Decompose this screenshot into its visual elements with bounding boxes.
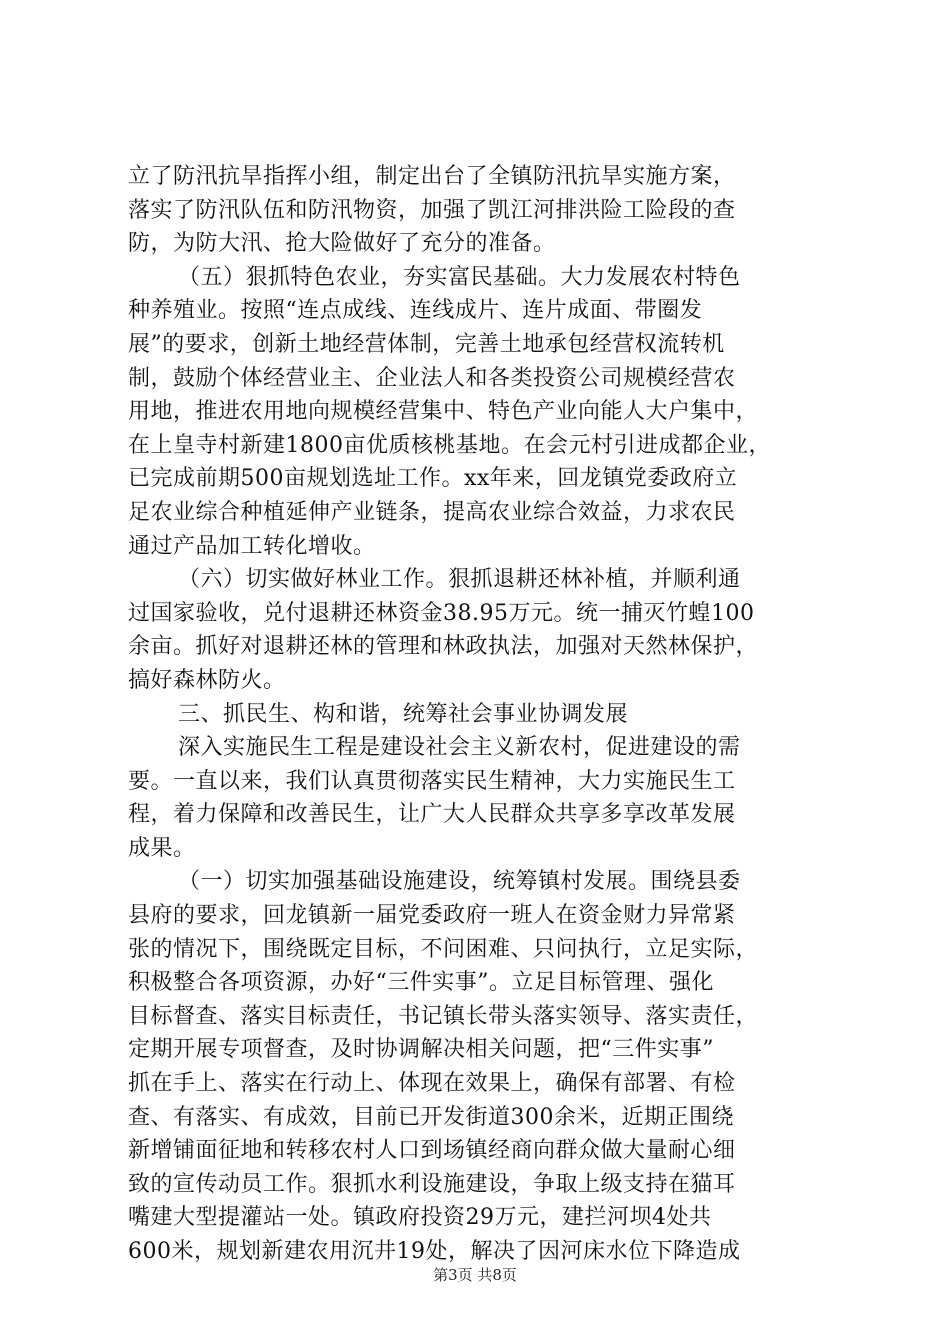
text-line: 防，为防大汛、抢大险做好了充分的准备。 bbox=[128, 231, 556, 257]
text-line: 深入实施民生工程是建设社会主义新农村，促进建设的需 bbox=[178, 735, 741, 761]
text-line: 积极整合各项资源，办好“三件实事”。立足目标管理、强化 bbox=[128, 970, 714, 996]
text-line: 目标督查、落实目标责任，书记镇长带头落实领导、落实责任， bbox=[128, 1003, 759, 1029]
text-line: （一）切实加强基础设施建设，统筹镇村发展。围绕县委 bbox=[178, 869, 741, 895]
text-line: 张的情况下，围绕既定目标，不问困难、只问执行，立足实际， bbox=[128, 936, 759, 962]
text-line: 制，鼓励个体经营业主、企业法人和各类投资公司规模经营农 bbox=[128, 365, 736, 391]
text-line: 嘴建大型提灌站一处。镇政府投资29万元，建拦河坝4处共 bbox=[128, 1205, 712, 1231]
text-line: 查、有落实、有成效，目前已开发街道300余米，近期正围绕 bbox=[128, 1104, 734, 1130]
text-line: 用地，推进农用地向规模经营集中、特色产业向能人大户集中， bbox=[128, 399, 759, 425]
text-line: 定期开展专项督查，及时协调解决相关问题，把“三件实事” bbox=[128, 1037, 714, 1063]
text-line: 程，着力保障和改善民生，让广大人民群众共享多享改革发展 bbox=[128, 802, 736, 828]
text-line: 种养殖业。按照“连点成线、连线成片、连片成面、带圈发 bbox=[128, 298, 703, 324]
text-line: 成果。 bbox=[128, 835, 196, 861]
text-line: 致的宣传动员工作。狠抓水利设施建设，争取上级支持在猫耳 bbox=[128, 1171, 736, 1197]
text-line: （六）切实做好林业工作。狠抓退耕还林补植，并顺利通 bbox=[178, 567, 741, 593]
text-line: 抓在手上、落实在行动上、体现在效果上，确保有部署、有检 bbox=[128, 1071, 736, 1097]
text-line: 县府的要求，回龙镇新一届党委政府一班人在资金财力异常紧 bbox=[128, 903, 736, 929]
text-line: （五）狠抓特色农业，夯实富民基础。大力发展农村特色 bbox=[178, 264, 741, 290]
text-line: 过国家验收，兑付退耕还林资金38.95万元。统一捕灭竹蝗100 bbox=[128, 600, 755, 626]
text-line: 展”的要求，创新土地经营体制，完善土地承包经营权流转机 bbox=[128, 331, 725, 357]
text-line: 足农业综合种植延伸产业链条，提高农业综合效益，力求农民 bbox=[128, 499, 736, 525]
text-line: 新增铺面征地和转移农村人口到场镇经商向群众做大量耐心细 bbox=[128, 1138, 736, 1164]
text-line: 600米，规划新建农用沉井19处，解决了因河床水位下降造成 bbox=[128, 1239, 741, 1264]
text-line: 在上皇寺村新建1800亩优质核桃基地。在会元村引进成都企业， bbox=[128, 432, 771, 458]
text-line: 余亩。抓好对退耕还林的管理和林政执法，加强对天然林保护， bbox=[128, 634, 759, 660]
text-line: 三、抓民生、构和谐，统筹社会事业协调发展 bbox=[178, 701, 629, 727]
text-line: 已完成前期500亩规划选址工作。xx年来，回龙镇党委政府立 bbox=[128, 466, 738, 492]
text-line: 立了防汛抗旱指挥小组，制定出台了全镇防汛抗旱实施方案， bbox=[128, 164, 736, 189]
text-line: 落实了防汛队伍和防汛物资，加强了凯江河排洪险工险段的查 bbox=[128, 197, 736, 223]
text-line: 要。一直以来，我们认真贯彻落实民生精神，大力实施民生工 bbox=[128, 768, 736, 794]
text-line: 通过产品加工转化增收。 bbox=[128, 533, 376, 559]
document-body bbox=[128, 160, 828, 1269]
page-footer: 第3页 共8页 bbox=[433, 1266, 517, 1284]
text-line: 搞好森林防火。 bbox=[128, 667, 286, 693]
